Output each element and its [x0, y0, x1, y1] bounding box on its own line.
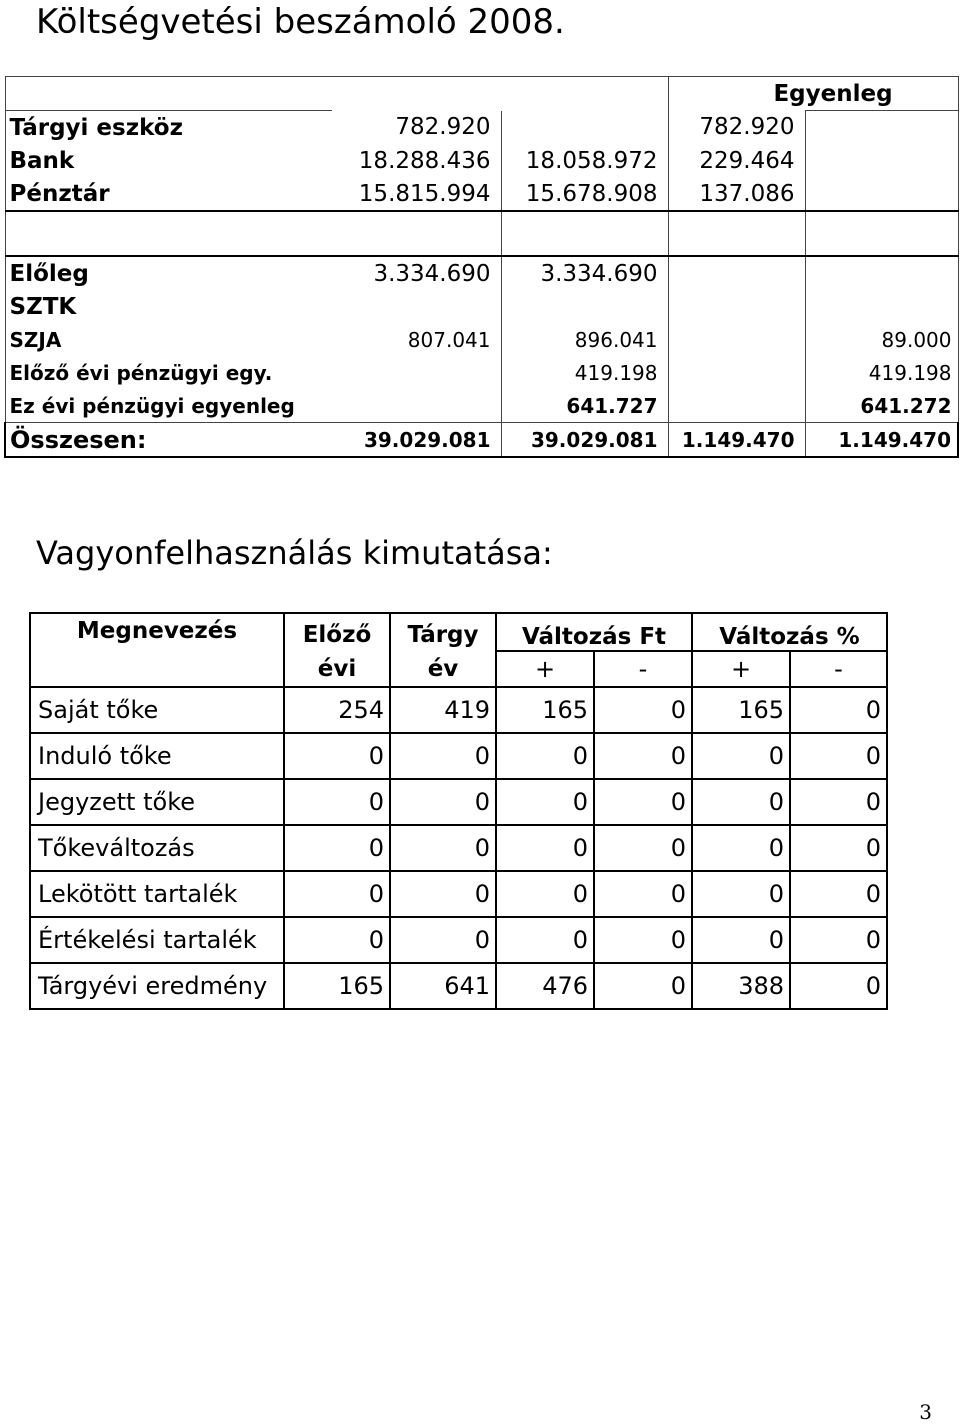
- asset-row-name: Tárgyévi eredmény: [30, 963, 284, 1009]
- header-curr-year: [390, 613, 496, 687]
- asset-usage-table: [29, 612, 888, 1010]
- balance-value: [332, 389, 501, 423]
- balance-row-label: [5, 211, 332, 256]
- asset-row: [30, 687, 887, 733]
- asset-value-ft-plus: 0: [496, 825, 594, 871]
- asset-value-ft-minus: 0: [594, 779, 692, 825]
- balance-row-label: Összesen:: [5, 423, 332, 458]
- balance-value: [332, 356, 501, 389]
- balance-value: 229.464: [668, 144, 805, 177]
- asset-value-prev: 0: [284, 825, 390, 871]
- balance-header-cell: [501, 77, 668, 111]
- balance-row: [5, 290, 958, 323]
- balance-value: 1.149.470: [668, 423, 805, 458]
- asset-value-curr: 641: [390, 963, 496, 1009]
- balance-value: [668, 323, 805, 356]
- asset-value-ft-minus: 0: [594, 825, 692, 871]
- asset-value-ft-minus: 0: [594, 871, 692, 917]
- asset-row-name: Értékelési tartalék: [30, 917, 284, 963]
- balance-row: [5, 144, 958, 177]
- header-curr-line2: év: [427, 656, 459, 682]
- asset-value-prev: 0: [284, 917, 390, 963]
- balance-value: 896.041: [501, 323, 668, 356]
- balance-row-label: Pénztár: [5, 177, 332, 211]
- balance-value: 3.334.690: [501, 256, 668, 290]
- balance-value: [805, 111, 958, 145]
- asset-value-pct-minus: 0: [790, 871, 887, 917]
- asset-row: [30, 779, 887, 825]
- page-title: Költségvetési beszámoló 2008.: [36, 2, 565, 42]
- balance-table: [4, 76, 959, 458]
- header-prev-line1: Előző: [302, 622, 372, 648]
- page-number: 3: [919, 1400, 932, 1424]
- section-title: Vagyonfelhasználás kimutatása:: [36, 534, 553, 572]
- header-ft-plus: +: [496, 651, 594, 687]
- asset-value-prev: 254: [284, 687, 390, 733]
- balance-total-row: [5, 423, 958, 458]
- balance-value: [668, 256, 805, 290]
- balance-value: 807.041: [407, 327, 491, 352]
- asset-value-curr: 0: [390, 917, 496, 963]
- balance-row: [5, 177, 958, 211]
- asset-value-pct-plus: 0: [692, 871, 790, 917]
- balance-header-cell: [5, 77, 332, 111]
- asset-value-pct-minus: 0: [790, 779, 887, 825]
- balance-value: [332, 211, 501, 256]
- asset-value-ft-minus: 0: [594, 687, 692, 733]
- balance-value: 18.058.972: [501, 144, 668, 177]
- balance-row-label: SZTK: [5, 290, 332, 323]
- header-name: Megnevezés: [30, 613, 284, 687]
- balance-row: [5, 389, 958, 423]
- asset-value-prev: 0: [284, 733, 390, 779]
- asset-row: [30, 733, 887, 779]
- asset-value-pct-plus: 0: [692, 733, 790, 779]
- balance-row-label: Előző évi pénzügyi egy.: [5, 356, 332, 389]
- balance-value: 39.029.081: [332, 423, 501, 458]
- asset-value-pct-plus: 388: [692, 963, 790, 1009]
- asset-row: [30, 871, 887, 917]
- header-pct-plus: +: [692, 651, 790, 687]
- balance-row-label: Bank: [5, 144, 332, 177]
- asset-row-name: Tőkeváltozás: [30, 825, 284, 871]
- asset-value-curr: 419: [390, 687, 496, 733]
- balance-value: [668, 389, 805, 423]
- header-prev-line2: évi: [317, 656, 357, 682]
- asset-value-ft-minus: 0: [594, 733, 692, 779]
- balance-value: [501, 290, 668, 323]
- balance-row: [5, 256, 958, 290]
- header-pct-minus: -: [790, 651, 887, 687]
- balance-value: [805, 211, 958, 256]
- balance-row-label: Ez évi pénzügyi egyenleg: [5, 389, 332, 423]
- balance-value: 1.149.470: [805, 423, 958, 458]
- asset-value-ft-plus: 0: [496, 917, 594, 963]
- asset-value-pct-minus: 0: [790, 687, 887, 733]
- balance-value: [668, 290, 805, 323]
- balance-value: 641.272: [805, 389, 958, 423]
- balance-value: 782.920: [668, 111, 805, 145]
- balance-value: 641.727: [501, 389, 668, 423]
- asset-value-curr: 0: [390, 871, 496, 917]
- balance-row: [5, 323, 958, 356]
- balance-value: [805, 290, 958, 323]
- asset-row: [30, 963, 887, 1009]
- asset-row-name: Saját tőke: [30, 687, 284, 733]
- asset-row-name: Jegyzett tőke: [30, 779, 284, 825]
- balance-value: 15.678.908: [501, 177, 668, 211]
- asset-value-ft-minus: 0: [594, 917, 692, 963]
- asset-value-pct-plus: 0: [692, 779, 790, 825]
- asset-row-name: Lekötött tartalék: [30, 871, 284, 917]
- asset-value-pct-plus: 0: [692, 825, 790, 871]
- balance-value: [805, 256, 958, 290]
- balance-header-row: [5, 77, 958, 111]
- balance-value: 419.198: [501, 356, 668, 389]
- balance-row: [5, 111, 958, 145]
- balance-value: [805, 144, 958, 177]
- balance-value: [805, 177, 958, 211]
- balance-row: [5, 211, 958, 256]
- header-change-pct: Változás %: [692, 613, 887, 651]
- asset-value-pct-minus: 0: [790, 733, 887, 779]
- balance-value: 18.288.436: [358, 147, 491, 174]
- asset-row-name: Induló tőke: [30, 733, 284, 779]
- balance-value: [668, 356, 805, 389]
- balance-row-label: Tárgyi eszköz: [5, 111, 332, 145]
- balance-value: [668, 211, 805, 256]
- balance-header-label: Egyenleg: [668, 77, 958, 111]
- header-change-ft: Változás Ft: [496, 613, 692, 651]
- balance-value: 137.086: [668, 177, 805, 211]
- asset-value-curr: 0: [390, 825, 496, 871]
- balance-value: 15.815.994: [358, 180, 491, 207]
- asset-value-pct-plus: 165: [692, 687, 790, 733]
- asset-value-pct-minus: 0: [790, 963, 887, 1009]
- asset-value-prev: 0: [284, 871, 390, 917]
- asset-value-prev: 165: [284, 963, 390, 1009]
- asset-value-ft-plus: 165: [496, 687, 594, 733]
- balance-value: [501, 111, 668, 145]
- header-prev-year: [284, 613, 390, 687]
- asset-value-ft-plus: 0: [496, 871, 594, 917]
- balance-value: 419.198: [805, 356, 958, 389]
- balance-value: [501, 211, 668, 256]
- asset-value-ft-plus: 476: [496, 963, 594, 1009]
- asset-row: [30, 917, 887, 963]
- asset-value-ft-plus: 0: [496, 779, 594, 825]
- balance-value: 89.000: [805, 323, 958, 356]
- asset-value-ft-plus: 0: [496, 733, 594, 779]
- asset-value-ft-minus: 0: [594, 963, 692, 1009]
- asset-value-pct-plus: 0: [692, 917, 790, 963]
- header-curr-line1: Tárgy: [407, 622, 479, 648]
- asset-value-curr: 0: [390, 779, 496, 825]
- header-ft-minus: -: [594, 651, 692, 687]
- asset-value-pct-minus: 0: [790, 917, 887, 963]
- asset-row: [30, 825, 887, 871]
- asset-value-curr: 0: [390, 733, 496, 779]
- balance-row-label: Előleg: [5, 256, 332, 290]
- asset-value-prev: 0: [284, 779, 390, 825]
- balance-value: 39.029.081: [501, 423, 668, 458]
- balance-value: 782.920: [395, 114, 491, 141]
- balance-value: 3.334.690: [332, 256, 501, 290]
- balance-header-cell: [332, 77, 501, 111]
- balance-value: [332, 290, 501, 323]
- balance-row-label: SZJA: [5, 323, 332, 356]
- asset-value-pct-minus: 0: [790, 825, 887, 871]
- balance-row: [5, 356, 958, 389]
